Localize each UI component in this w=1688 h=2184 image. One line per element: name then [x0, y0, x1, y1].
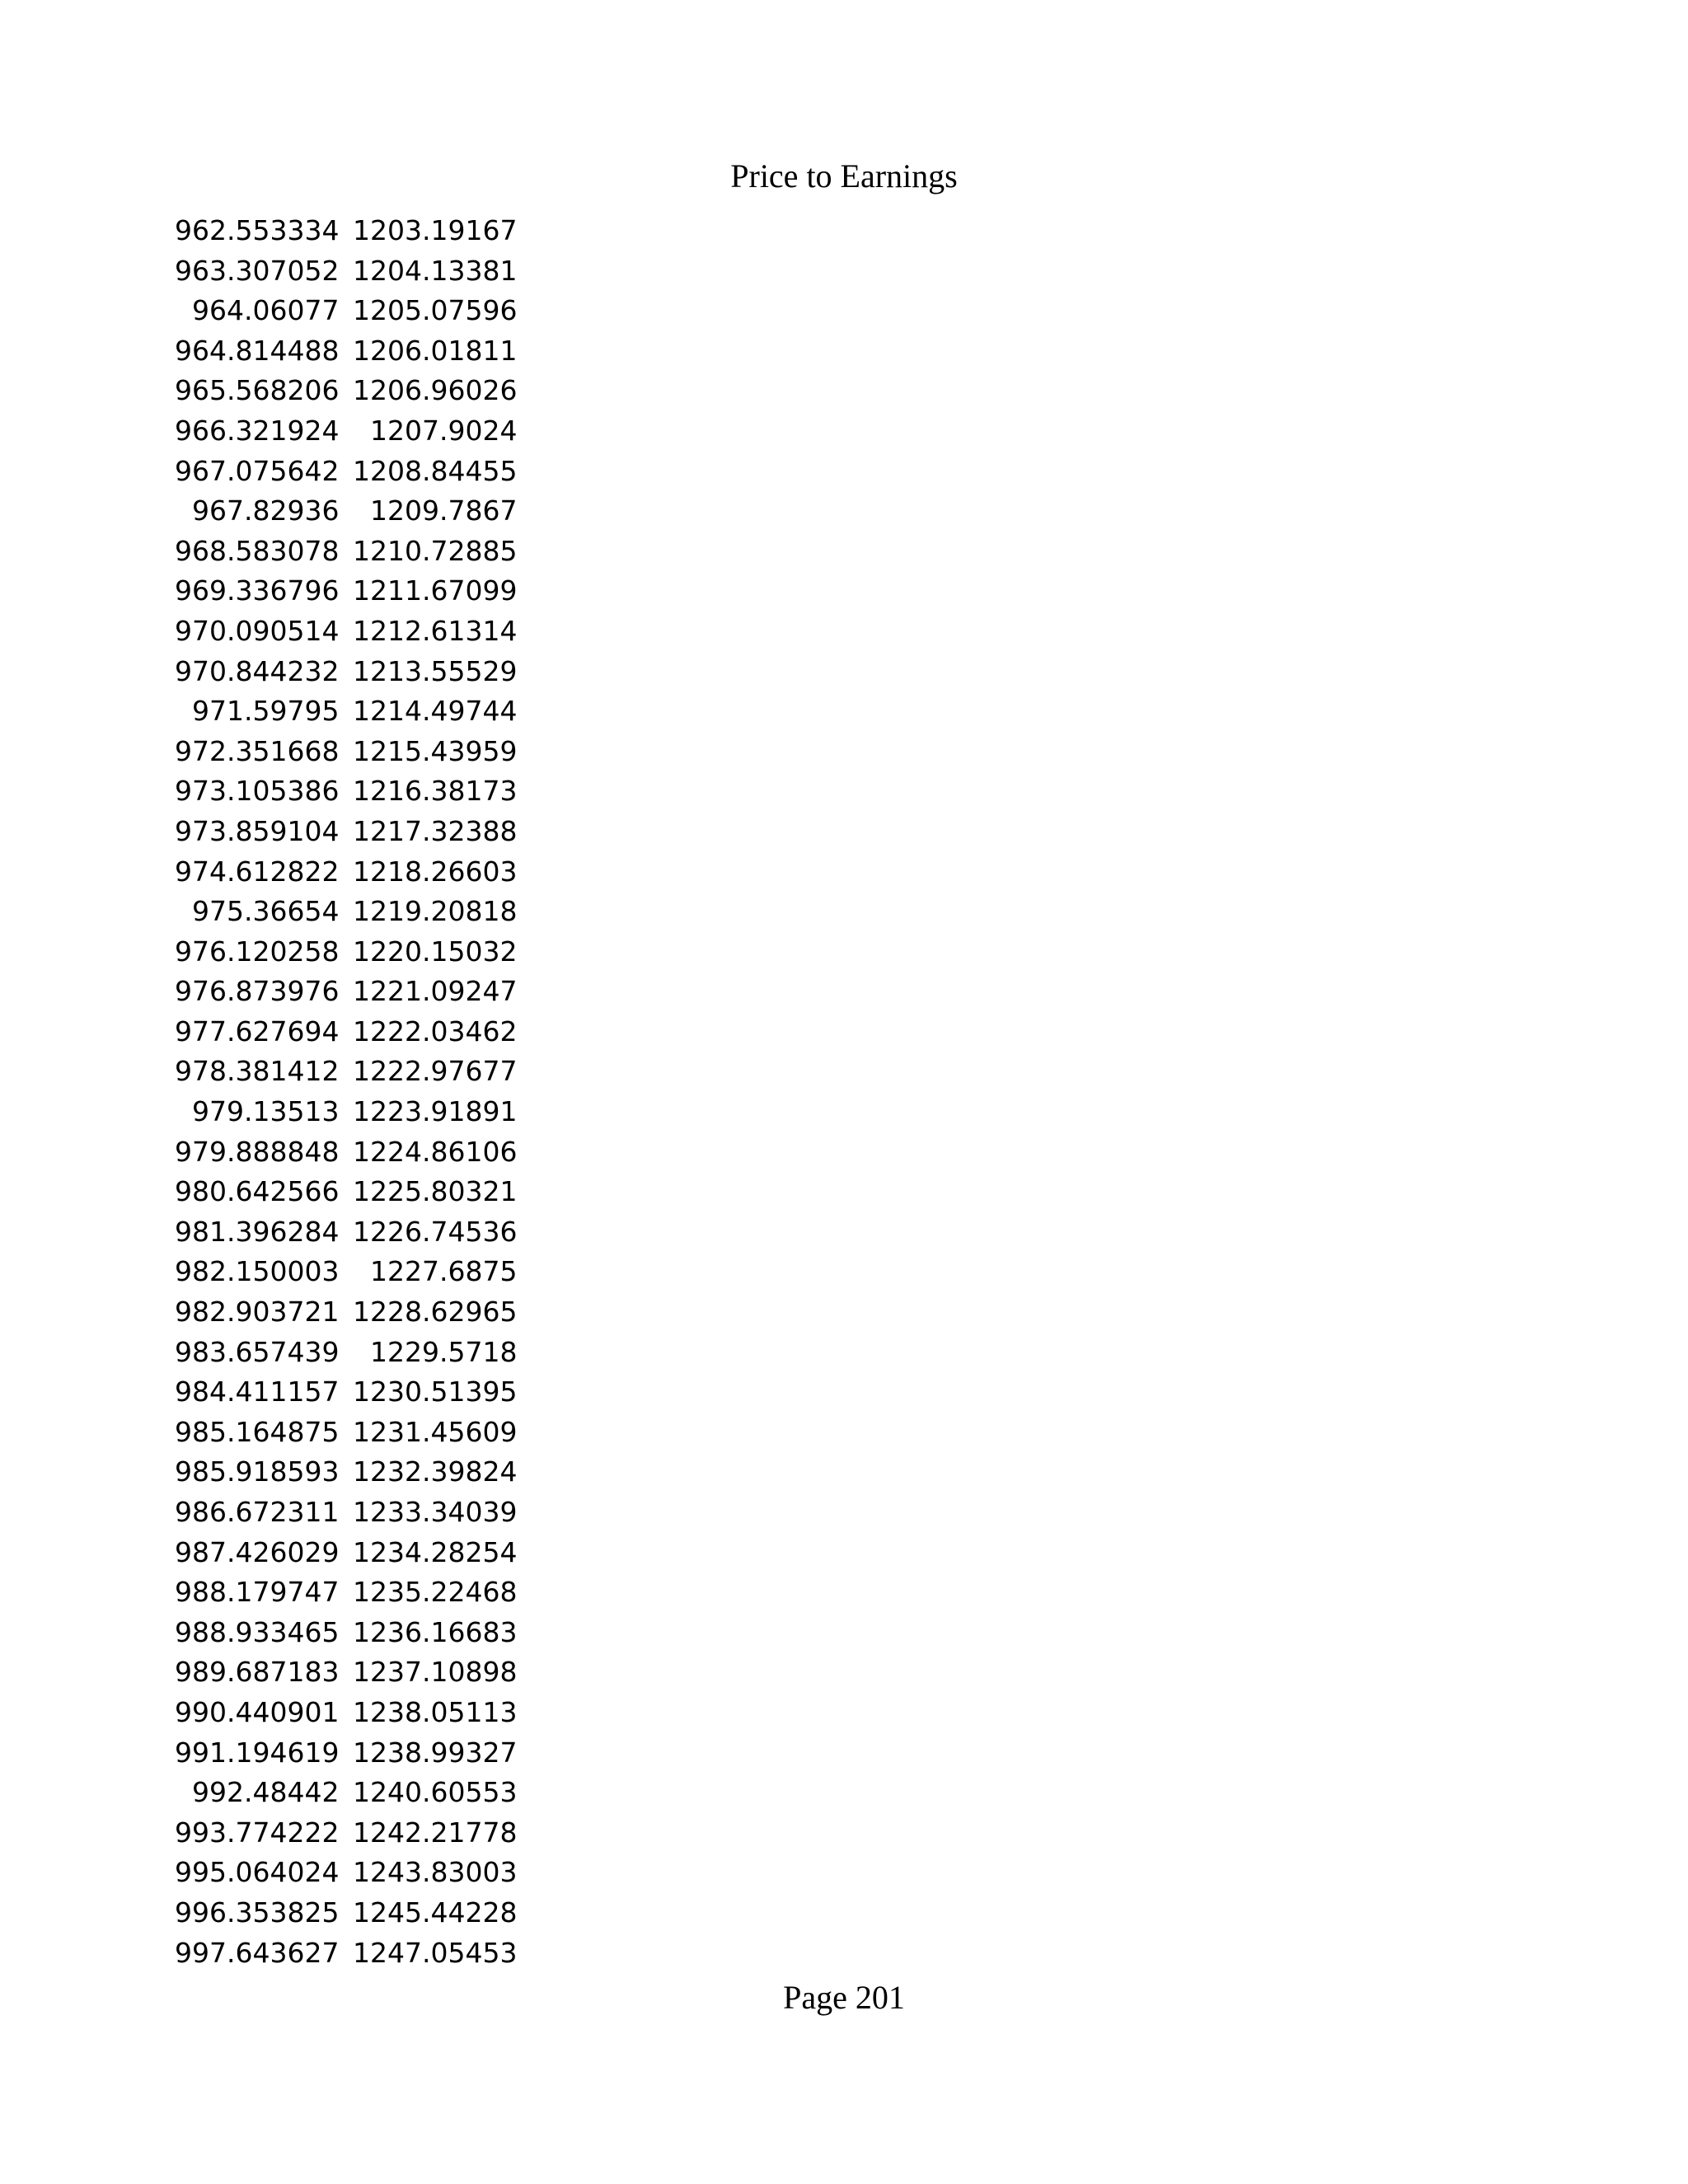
table-cell-col-b: 1209.7867 — [369, 494, 518, 527]
table-cell-col-b: 1210.72885 — [353, 534, 518, 567]
table-cell-col-a: 970.090514 — [175, 614, 340, 647]
table-cell-col-b: 1247.05453 — [353, 1936, 518, 1969]
table-cell-col-a: 967.075642 — [175, 454, 340, 487]
table-row — [175, 1493, 517, 1533]
table-cell-col-a: 962.553334 — [175, 214, 340, 246]
table-row — [175, 691, 517, 732]
table-row — [175, 1292, 517, 1333]
table-cell-col-a: 974.612822 — [175, 855, 340, 888]
table-cell-col-a: 988.933465 — [175, 1615, 340, 1648]
table-row — [175, 771, 517, 812]
table-cell-col-b: 1233.34039 — [353, 1496, 518, 1528]
table-cell-col-b: 1226.74536 — [353, 1215, 518, 1248]
table-row — [175, 1533, 517, 1573]
table-row — [175, 812, 517, 852]
table-cell-col-a: 984.411157 — [175, 1376, 340, 1408]
table-cell-col-b: 1224.86106 — [353, 1135, 518, 1168]
table-row — [175, 371, 517, 411]
table-cell-col-a: 976.873976 — [175, 975, 340, 1008]
table-cell-col-a: 969.336796 — [175, 574, 340, 607]
table-cell-col-a: 978.381412 — [175, 1055, 340, 1088]
table-cell-col-b: 1214.49744 — [353, 695, 518, 728]
table-row — [175, 1372, 517, 1413]
table-cell-col-a: 979.13513 — [191, 1095, 340, 1128]
table-cell-col-b: 1223.91891 — [353, 1095, 518, 1128]
table-row — [175, 1333, 517, 1373]
table-cell-col-a: 979.888848 — [175, 1135, 340, 1168]
table-cell-col-a: 991.194619 — [175, 1736, 340, 1769]
table-cell-col-b: 1204.13381 — [353, 254, 518, 287]
table-cell-col-a: 971.59795 — [191, 695, 340, 728]
page-footer-number: Page 201 — [783, 1979, 905, 2016]
table-row — [175, 411, 517, 452]
table-cell-col-b: 1235.22468 — [353, 1576, 518, 1609]
table-row — [175, 452, 517, 492]
table-row — [175, 732, 517, 772]
table-cell-col-a: 973.105386 — [175, 775, 340, 808]
table-cell-col-b: 1222.97677 — [353, 1055, 518, 1088]
table-cell-col-a: 997.643627 — [175, 1936, 340, 1969]
table-row — [175, 852, 517, 893]
table-cell-col-b: 1245.44228 — [353, 1896, 518, 1929]
table-cell-col-a: 976.120258 — [175, 935, 340, 968]
table-cell-col-a: 987.426029 — [175, 1535, 340, 1568]
table-row — [175, 1813, 517, 1854]
table-cell-col-a: 995.064024 — [175, 1856, 340, 1889]
table-row — [175, 491, 517, 532]
table-row — [175, 1052, 517, 1092]
table-row — [175, 331, 517, 372]
table-row — [175, 1212, 517, 1253]
table-cell-col-a: 967.82936 — [191, 494, 340, 527]
table-row — [175, 251, 517, 292]
table-row — [175, 1893, 517, 1933]
table-cell-col-a: 981.396284 — [175, 1215, 340, 1248]
table-cell-col-a: 975.36654 — [191, 895, 340, 928]
table-cell-col-a: 970.844232 — [175, 654, 340, 687]
table-cell-col-a: 983.657439 — [175, 1335, 340, 1368]
table-cell-col-a: 968.583078 — [175, 534, 340, 567]
table-cell-col-a: 986.672311 — [175, 1496, 340, 1528]
table-row — [175, 1132, 517, 1173]
table-cell-col-a: 992.48442 — [191, 1776, 340, 1809]
table-cell-col-b: 1234.28254 — [353, 1535, 518, 1568]
table-cell-col-a: 990.440901 — [175, 1695, 340, 1728]
table-cell-col-b: 1222.03462 — [353, 1015, 518, 1047]
table-row — [175, 1572, 517, 1613]
table-cell-col-b: 1242.21778 — [353, 1816, 518, 1849]
table-cell-col-b: 1207.9024 — [369, 414, 518, 447]
table-cell-col-b: 1230.51395 — [353, 1376, 518, 1408]
table-row — [175, 1652, 517, 1693]
table-row — [175, 932, 517, 972]
table-cell-col-a: 985.164875 — [175, 1415, 340, 1448]
table-row — [175, 972, 517, 1012]
table-cell-col-a: 964.06077 — [191, 294, 340, 327]
table-row — [175, 532, 517, 572]
data-table-body — [175, 211, 517, 1973]
table-cell-col-b: 1203.19167 — [353, 214, 518, 246]
table-cell-col-b: 1213.55529 — [353, 654, 518, 687]
table-cell-col-b: 1240.60553 — [353, 1776, 518, 1809]
table-cell-col-a: 988.179747 — [175, 1576, 340, 1609]
table-cell-col-b: 1232.39824 — [353, 1455, 518, 1488]
table-cell-col-b: 1238.99327 — [353, 1736, 518, 1769]
table-cell-col-b: 1220.15032 — [353, 935, 518, 968]
table-cell-col-b: 1229.5718 — [369, 1335, 518, 1368]
table-cell-col-b: 1227.6875 — [369, 1255, 518, 1288]
table-row — [175, 1413, 517, 1453]
table-row — [175, 1933, 517, 1974]
table-cell-col-a: 989.687183 — [175, 1656, 340, 1689]
table-cell-col-b: 1216.38173 — [353, 775, 518, 808]
table-cell-col-b: 1219.20818 — [353, 895, 518, 928]
table-cell-col-a: 964.814488 — [175, 334, 340, 367]
table-cell-col-b: 1243.83003 — [353, 1856, 518, 1889]
table-cell-col-b: 1212.61314 — [353, 614, 518, 647]
table-row — [175, 1693, 517, 1733]
table-row — [175, 1773, 517, 1813]
table-cell-col-b: 1237.10898 — [353, 1656, 518, 1689]
table-cell-col-b: 1238.05113 — [353, 1695, 518, 1728]
table-cell-col-a: 985.918593 — [175, 1455, 340, 1488]
table-cell-col-a: 980.642566 — [175, 1175, 340, 1208]
table-row — [175, 1452, 517, 1493]
table-row — [175, 291, 517, 331]
table-cell-col-b: 1217.32388 — [353, 814, 518, 847]
table-cell-col-a: 996.353825 — [175, 1896, 340, 1929]
page-header-title: Price to Earnings — [730, 157, 958, 194]
table-row — [175, 1092, 517, 1132]
table-row — [175, 1172, 517, 1212]
table-cell-col-b: 1221.09247 — [353, 975, 518, 1008]
table-row — [175, 1012, 517, 1052]
table-row — [175, 1733, 517, 1774]
table-row — [175, 571, 517, 612]
table-cell-col-b: 1205.07596 — [353, 294, 518, 327]
table-cell-col-b: 1225.80321 — [353, 1175, 518, 1208]
table-cell-col-b: 1218.26603 — [353, 855, 518, 888]
table-cell-col-b: 1228.62965 — [353, 1296, 518, 1329]
table-row — [175, 1853, 517, 1893]
table-cell-col-a: 977.627694 — [175, 1015, 340, 1047]
table-row — [175, 892, 517, 932]
table-cell-col-a: 982.903721 — [175, 1296, 340, 1329]
table-cell-col-b: 1206.96026 — [353, 374, 518, 407]
table-cell-col-b: 1206.01811 — [353, 334, 518, 367]
table-cell-col-b: 1215.43959 — [353, 734, 518, 767]
table-cell-col-b: 1236.16683 — [353, 1615, 518, 1648]
table-cell-col-a: 973.859104 — [175, 814, 340, 847]
table-cell-col-b: 1231.45609 — [353, 1415, 518, 1448]
table-row — [175, 211, 517, 251]
table-cell-col-a: 982.150003 — [175, 1255, 340, 1288]
table-row — [175, 652, 517, 692]
table-cell-col-a: 966.321924 — [175, 414, 340, 447]
table-cell-col-a: 963.307052 — [175, 254, 340, 287]
table-cell-col-a: 965.568206 — [175, 374, 340, 407]
table-cell-col-b: 1208.84455 — [353, 454, 518, 487]
table-cell-col-a: 993.774222 — [175, 1816, 340, 1849]
table-row — [175, 1613, 517, 1653]
table-row — [175, 612, 517, 652]
table-cell-col-b: 1211.67099 — [353, 574, 518, 607]
table-row — [175, 1252, 517, 1292]
data-table — [175, 211, 517, 1973]
table-cell-col-a: 972.351668 — [175, 734, 340, 767]
